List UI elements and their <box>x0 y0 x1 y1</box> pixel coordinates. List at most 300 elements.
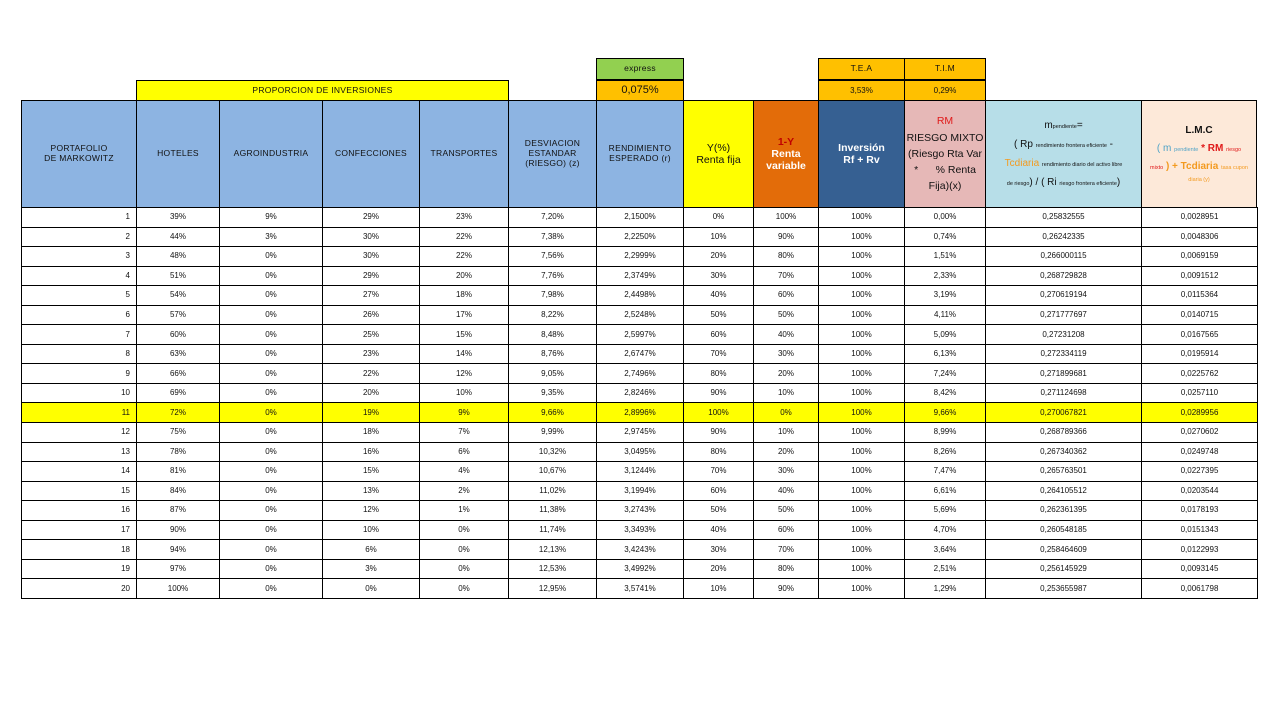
header-renta-variable-line3: variable <box>766 160 806 173</box>
transportes-cell: 0% <box>420 559 509 579</box>
header-rm-line1: RM <box>936 115 954 128</box>
header-rm-line4: * % Renta <box>914 164 976 177</box>
inversion-cell: 100% <box>819 247 905 267</box>
m-pendiente-cell: 0,268729828 <box>986 266 1142 286</box>
header-m-rp: ( Rp rendimiento frontera eficiente - <box>1013 139 1114 150</box>
lmc-cell: 0,0069159 <box>1142 247 1258 267</box>
desviacion-cell: 11,38% <box>509 501 597 521</box>
header-lmc <box>1141 100 1257 208</box>
riesgo-mixto-cell: 8,99% <box>905 423 986 443</box>
rendimiento-cell: 3,0495% <box>597 442 684 462</box>
transportes-cell: 22% <box>420 247 509 267</box>
header-riesgo-mixto <box>904 100 986 208</box>
hoteles-cell: 78% <box>137 442 220 462</box>
lmc-cell: 0,0091512 <box>1142 266 1258 286</box>
agroindustria-cell: 0% <box>220 559 323 579</box>
portafolio-number: 5 <box>22 286 137 306</box>
agroindustria-cell: 0% <box>220 364 323 384</box>
desviacion-cell: 8,48% <box>509 325 597 345</box>
lmc-cell: 0,0195914 <box>1142 344 1258 364</box>
riesgo-mixto-cell: 8,26% <box>905 442 986 462</box>
table-row <box>22 481 1258 501</box>
table-row <box>22 403 1258 423</box>
m-pendiente-cell: 0,26242335 <box>986 227 1142 247</box>
transportes-cell: 18% <box>420 286 509 306</box>
transportes-cell: 0% <box>420 540 509 560</box>
renta-variable-cell: 100% <box>754 208 819 228</box>
agroindustria-cell: 3% <box>220 227 323 247</box>
confecciones-cell: 12% <box>323 501 420 521</box>
m-pendiente-cell: 0,265763501 <box>986 462 1142 482</box>
header-renta-fija-line1: Y(%) <box>706 141 731 154</box>
confecciones-cell: 30% <box>323 227 420 247</box>
inversion-cell: 100% <box>819 208 905 228</box>
header-rm-line3: (Riesgo Rta Var <box>908 147 982 160</box>
hoteles-cell: 72% <box>137 403 220 423</box>
confecciones-cell: 29% <box>323 208 420 228</box>
inversion-cell: 100% <box>819 383 905 403</box>
desviacion-cell: 9,35% <box>509 383 597 403</box>
lmc-cell: 0,0048306 <box>1142 227 1258 247</box>
lmc-cell: 0,0203544 <box>1142 481 1258 501</box>
lmc-cell: 0,0270602 <box>1142 423 1258 443</box>
agroindustria-cell: 0% <box>220 325 323 345</box>
renta-fija-cell: 90% <box>684 423 754 443</box>
header-rendimiento-line2: ESPERADO (r) <box>609 153 671 163</box>
express-value: 0,075% <box>596 80 684 101</box>
header-confecciones: CONFECCIONES <box>322 100 420 208</box>
agroindustria-cell: 9% <box>220 208 323 228</box>
rendimiento-cell: 2,5997% <box>597 325 684 345</box>
agroindustria-cell: 0% <box>220 423 323 443</box>
renta-fija-cell: 10% <box>684 227 754 247</box>
hoteles-cell: 69% <box>137 383 220 403</box>
renta-fija-cell: 70% <box>684 344 754 364</box>
agroindustria-cell: 0% <box>220 540 323 560</box>
m-pendiente-cell: 0,267340362 <box>986 442 1142 462</box>
hoteles-cell: 97% <box>137 559 220 579</box>
agroindustria-cell: 0% <box>220 247 323 267</box>
desviacion-cell: 9,66% <box>509 403 597 423</box>
m-pendiente-cell: 0,262361395 <box>986 501 1142 521</box>
express-label: express <box>596 58 684 80</box>
table-row <box>22 579 1258 599</box>
transportes-cell: 1% <box>420 501 509 521</box>
agroindustria-cell: 0% <box>220 305 323 325</box>
confecciones-cell: 0% <box>323 579 420 599</box>
renta-variable-cell: 30% <box>754 344 819 364</box>
inversion-cell: 100% <box>819 559 905 579</box>
lmc-cell: 0,0140715 <box>1142 305 1258 325</box>
table-row <box>22 305 1258 325</box>
m-pendiente-cell: 0,260548185 <box>986 520 1142 540</box>
inversion-cell: 100% <box>819 403 905 423</box>
transportes-cell: 17% <box>420 305 509 325</box>
confecciones-cell: 18% <box>323 423 420 443</box>
rendimiento-cell: 2,3749% <box>597 266 684 286</box>
confecciones-cell: 30% <box>323 247 420 267</box>
portafolio-number: 14 <box>22 462 137 482</box>
lmc-cell: 0,0289956 <box>1142 403 1258 423</box>
hoteles-cell: 87% <box>137 501 220 521</box>
confecciones-cell: 6% <box>323 540 420 560</box>
desviacion-cell: 10,32% <box>509 442 597 462</box>
riesgo-mixto-cell: 3,19% <box>905 286 986 306</box>
renta-fija-cell: 10% <box>684 579 754 599</box>
tim-label: T.I.M <box>904 58 986 80</box>
rendimiento-cell: 2,4498% <box>597 286 684 306</box>
m-pendiente-cell: 0,25832555 <box>986 208 1142 228</box>
inversion-cell: 100% <box>819 501 905 521</box>
portafolio-number: 2 <box>22 227 137 247</box>
agroindustria-cell: 0% <box>220 383 323 403</box>
header-desviacion <box>508 100 597 208</box>
renta-fija-cell: 40% <box>684 520 754 540</box>
m-pendiente-cell: 0,27231208 <box>986 325 1142 345</box>
renta-variable-cell: 90% <box>754 579 819 599</box>
table-row <box>22 227 1258 247</box>
inversion-cell: 100% <box>819 520 905 540</box>
renta-variable-cell: 10% <box>754 423 819 443</box>
m-pendiente-cell: 0,271899681 <box>986 364 1142 384</box>
header-agroindustria: AGROINDUSTRIA <box>219 100 323 208</box>
desviacion-cell: 7,76% <box>509 266 597 286</box>
header-transportes: TRANSPORTES <box>419 100 509 208</box>
rendimiento-cell: 3,1994% <box>597 481 684 501</box>
header-lmc-line3: mixto ) + Tcdiaria tasa cupon <box>1150 161 1248 173</box>
renta-fija-cell: 40% <box>684 286 754 306</box>
desviacion-cell: 12,53% <box>509 559 597 579</box>
confecciones-cell: 22% <box>323 364 420 384</box>
lmc-cell: 0,0178193 <box>1142 501 1258 521</box>
rendimiento-cell: 3,3493% <box>597 520 684 540</box>
riesgo-mixto-cell: 1,51% <box>905 247 986 267</box>
desviacion-cell: 12,95% <box>509 579 597 599</box>
m-pendiente-cell: 0,253655987 <box>986 579 1142 599</box>
tea-label: T.E.A <box>818 58 905 80</box>
confecciones-cell: 26% <box>323 305 420 325</box>
lmc-cell: 0,0122993 <box>1142 540 1258 560</box>
riesgo-mixto-cell: 9,66% <box>905 403 986 423</box>
hoteles-cell: 44% <box>137 227 220 247</box>
table-row <box>22 325 1258 345</box>
inversion-cell: 100% <box>819 540 905 560</box>
header-inversion <box>818 100 905 208</box>
riesgo-mixto-cell: 6,61% <box>905 481 986 501</box>
renta-fija-cell: 90% <box>684 383 754 403</box>
riesgo-mixto-cell: 5,69% <box>905 501 986 521</box>
riesgo-mixto-cell: 3,64% <box>905 540 986 560</box>
header-rendimiento <box>596 100 684 208</box>
confecciones-cell: 16% <box>323 442 420 462</box>
m-pendiente-cell: 0,268789366 <box>986 423 1142 443</box>
transportes-cell: 10% <box>420 383 509 403</box>
inversion-cell: 100% <box>819 344 905 364</box>
agroindustria-cell: 0% <box>220 286 323 306</box>
agroindustria-cell: 0% <box>220 501 323 521</box>
riesgo-mixto-cell: 2,33% <box>905 266 986 286</box>
inversion-cell: 100% <box>819 227 905 247</box>
table-row <box>22 266 1258 286</box>
portafolio-number: 12 <box>22 423 137 443</box>
portafolio-number: 9 <box>22 364 137 384</box>
transportes-cell: 0% <box>420 520 509 540</box>
portafolio-number: 15 <box>22 481 137 501</box>
agroindustria-cell: 0% <box>220 442 323 462</box>
inversion-cell: 100% <box>819 325 905 345</box>
inversion-cell: 100% <box>819 364 905 384</box>
confecciones-cell: 25% <box>323 325 420 345</box>
inversion-cell: 100% <box>819 579 905 599</box>
riesgo-mixto-cell: 1,29% <box>905 579 986 599</box>
header-desviacion-line1: DESVIACION <box>524 138 581 149</box>
renta-fija-cell: 100% <box>684 403 754 423</box>
renta-fija-cell: 60% <box>684 325 754 345</box>
rendimiento-cell: 2,5248% <box>597 305 684 325</box>
agroindustria-cell: 0% <box>220 462 323 482</box>
renta-variable-cell: 40% <box>754 325 819 345</box>
riesgo-mixto-cell: 8,42% <box>905 383 986 403</box>
inversion-cell: 100% <box>819 462 905 482</box>
transportes-cell: 9% <box>420 403 509 423</box>
table-row <box>22 383 1258 403</box>
transportes-cell: 7% <box>420 423 509 443</box>
desviacion-cell: 9,99% <box>509 423 597 443</box>
table-row <box>22 423 1258 443</box>
rendimiento-cell: 2,8246% <box>597 383 684 403</box>
desviacion-cell: 12,13% <box>509 540 597 560</box>
m-pendiente-cell: 0,266000115 <box>986 247 1142 267</box>
table-row <box>22 247 1258 267</box>
riesgo-mixto-cell: 5,09% <box>905 325 986 345</box>
renta-variable-cell: 60% <box>754 286 819 306</box>
portafolio-number: 10 <box>22 383 137 403</box>
rendimiento-cell: 3,5741% <box>597 579 684 599</box>
header-portafolio-line1: PORTAFOLIO <box>50 143 108 154</box>
header-m-pendiente <box>985 100 1142 208</box>
header-portafolio <box>21 100 137 208</box>
transportes-cell: 20% <box>420 266 509 286</box>
m-pendiente-cell: 0,272334119 <box>986 344 1142 364</box>
portafolio-number: 20 <box>22 579 137 599</box>
agroindustria-cell: 0% <box>220 481 323 501</box>
portafolio-number: 16 <box>22 501 137 521</box>
table-row <box>22 364 1258 384</box>
renta-variable-cell: 70% <box>754 540 819 560</box>
portfolio-table <box>21 207 1258 599</box>
renta-variable-cell: 40% <box>754 481 819 501</box>
portafolio-number: 1 <box>22 208 137 228</box>
renta-variable-cell: 80% <box>754 247 819 267</box>
riesgo-mixto-cell: 0,74% <box>905 227 986 247</box>
confecciones-cell: 15% <box>323 462 420 482</box>
renta-variable-cell: 0% <box>754 403 819 423</box>
renta-fija-cell: 80% <box>684 442 754 462</box>
renta-variable-cell: 50% <box>754 501 819 521</box>
inversion-cell: 100% <box>819 423 905 443</box>
lmc-cell: 0,0225762 <box>1142 364 1258 384</box>
rendimiento-cell: 3,4243% <box>597 540 684 560</box>
transportes-cell: 15% <box>420 325 509 345</box>
riesgo-mixto-cell: 0,00% <box>905 208 986 228</box>
rendimiento-cell: 3,2743% <box>597 501 684 521</box>
header-renta-variable <box>753 100 819 208</box>
header-m-title: mpendiente= <box>1044 120 1083 131</box>
portafolio-number: 4 <box>22 266 137 286</box>
lmc-cell: 0,0061798 <box>1142 579 1258 599</box>
header-lmc-title: L.M.C <box>1185 125 1213 137</box>
rendimiento-cell: 2,1500% <box>597 208 684 228</box>
agroindustria-cell: 0% <box>220 266 323 286</box>
inversion-cell: 100% <box>819 266 905 286</box>
renta-fija-cell: 30% <box>684 266 754 286</box>
confecciones-cell: 23% <box>323 344 420 364</box>
transportes-cell: 12% <box>420 364 509 384</box>
agroindustria-cell: 0% <box>220 344 323 364</box>
renta-variable-cell: 50% <box>754 305 819 325</box>
lmc-cell: 0,0257110 <box>1142 383 1258 403</box>
agroindustria-cell: 0% <box>220 579 323 599</box>
header-hoteles: HOTELES <box>136 100 220 208</box>
transportes-cell: 14% <box>420 344 509 364</box>
renta-fija-cell: 70% <box>684 462 754 482</box>
renta-fija-cell: 50% <box>684 501 754 521</box>
table-row <box>22 208 1258 228</box>
tea-value: 3,53% <box>818 80 905 101</box>
confecciones-cell: 20% <box>323 383 420 403</box>
desviacion-cell: 8,76% <box>509 344 597 364</box>
renta-variable-cell: 60% <box>754 520 819 540</box>
desviacion-cell: 7,56% <box>509 247 597 267</box>
renta-fija-cell: 60% <box>684 481 754 501</box>
transportes-cell: 22% <box>420 227 509 247</box>
renta-variable-cell: 80% <box>754 559 819 579</box>
renta-variable-cell: 70% <box>754 266 819 286</box>
header-inversion-line1: Inversión <box>838 141 885 154</box>
hoteles-cell: 51% <box>137 266 220 286</box>
portafolio-number: 3 <box>22 247 137 267</box>
table-row <box>22 442 1258 462</box>
desviacion-cell: 7,20% <box>509 208 597 228</box>
portafolio-number: 17 <box>22 520 137 540</box>
hoteles-cell: 81% <box>137 462 220 482</box>
lmc-cell: 0,0028951 <box>1142 208 1258 228</box>
header-lmc-line2: ( m pendiente * RM riesgo <box>1156 143 1242 155</box>
rendimiento-cell: 2,7496% <box>597 364 684 384</box>
table-row <box>22 559 1258 579</box>
inversion-cell: 100% <box>819 442 905 462</box>
table-row <box>22 540 1258 560</box>
inversion-cell: 100% <box>819 305 905 325</box>
header-desviacion-line3: (RIESGO) (z) <box>525 157 580 168</box>
lmc-cell: 0,0227395 <box>1142 462 1258 482</box>
renta-fija-cell: 20% <box>684 559 754 579</box>
riesgo-mixto-cell: 7,24% <box>905 364 986 384</box>
table-row <box>22 344 1258 364</box>
portafolio-number: 18 <box>22 540 137 560</box>
hoteles-cell: 84% <box>137 481 220 501</box>
hoteles-cell: 100% <box>137 579 220 599</box>
confecciones-cell: 27% <box>323 286 420 306</box>
hoteles-cell: 48% <box>137 247 220 267</box>
lmc-cell: 0,0167565 <box>1142 325 1258 345</box>
portafolio-number: 6 <box>22 305 137 325</box>
renta-fija-cell: 80% <box>684 364 754 384</box>
portafolio-number: 19 <box>22 559 137 579</box>
rendimiento-cell: 3,4992% <box>597 559 684 579</box>
tim-value: 0,29% <box>904 80 986 101</box>
riesgo-mixto-cell: 7,47% <box>905 462 986 482</box>
header-rm-line5: Fija)(x) <box>928 180 962 193</box>
desviacion-cell: 8,22% <box>509 305 597 325</box>
rendimiento-cell: 3,1244% <box>597 462 684 482</box>
riesgo-mixto-cell: 6,13% <box>905 344 986 364</box>
hoteles-cell: 60% <box>137 325 220 345</box>
renta-variable-cell: 30% <box>754 462 819 482</box>
m-pendiente-cell: 0,270619194 <box>986 286 1142 306</box>
confecciones-cell: 3% <box>323 559 420 579</box>
table-row <box>22 501 1258 521</box>
desviacion-cell: 7,98% <box>509 286 597 306</box>
header-inversion-line2: Rf + Rv <box>843 154 880 166</box>
agroindustria-cell: 0% <box>220 520 323 540</box>
table-row <box>22 520 1258 540</box>
m-pendiente-cell: 0,271777697 <box>986 305 1142 325</box>
hoteles-cell: 75% <box>137 423 220 443</box>
hoteles-cell: 54% <box>137 286 220 306</box>
transportes-cell: 4% <box>420 462 509 482</box>
transportes-cell: 2% <box>420 481 509 501</box>
m-pendiente-cell: 0,256145929 <box>986 559 1142 579</box>
desviacion-cell: 9,05% <box>509 364 597 384</box>
renta-variable-cell: 20% <box>754 442 819 462</box>
confecciones-cell: 19% <box>323 403 420 423</box>
renta-fija-cell: 30% <box>684 540 754 560</box>
header-m-tcd: Tcdiaria rendimiento diario del activo libre <box>1004 158 1123 169</box>
portafolio-number: 7 <box>22 325 137 345</box>
hoteles-cell: 66% <box>137 364 220 384</box>
confecciones-cell: 13% <box>323 481 420 501</box>
rendimiento-cell: 2,6747% <box>597 344 684 364</box>
hoteles-cell: 39% <box>137 208 220 228</box>
hoteles-cell: 90% <box>137 520 220 540</box>
inversion-cell: 100% <box>819 481 905 501</box>
riesgo-mixto-cell: 2,51% <box>905 559 986 579</box>
header-rm-line2: RIESGO MIXTO <box>906 131 984 144</box>
agroindustria-cell: 0% <box>220 403 323 423</box>
portafolio-number: 13 <box>22 442 137 462</box>
m-pendiente-cell: 0,270067821 <box>986 403 1142 423</box>
rendimiento-cell: 2,9745% <box>597 423 684 443</box>
renta-variable-cell: 10% <box>754 383 819 403</box>
m-pendiente-cell: 0,271124698 <box>986 383 1142 403</box>
confecciones-cell: 29% <box>323 266 420 286</box>
header-renta-fija-line2: Renta fija <box>696 154 741 166</box>
desviacion-cell: 11,74% <box>509 520 597 540</box>
lmc-cell: 0,0093145 <box>1142 559 1258 579</box>
lmc-cell: 0,0115364 <box>1142 286 1258 306</box>
hoteles-cell: 63% <box>137 344 220 364</box>
hoteles-cell: 94% <box>137 540 220 560</box>
rendimiento-cell: 2,2250% <box>597 227 684 247</box>
confecciones-cell: 10% <box>323 520 420 540</box>
header-renta-fija <box>683 100 754 208</box>
header-lmc-line4: diaria (y) <box>1188 177 1210 184</box>
hoteles-cell: 57% <box>137 305 220 325</box>
table-row <box>22 286 1258 306</box>
desviacion-cell: 10,67% <box>509 462 597 482</box>
renta-variable-cell: 20% <box>754 364 819 384</box>
